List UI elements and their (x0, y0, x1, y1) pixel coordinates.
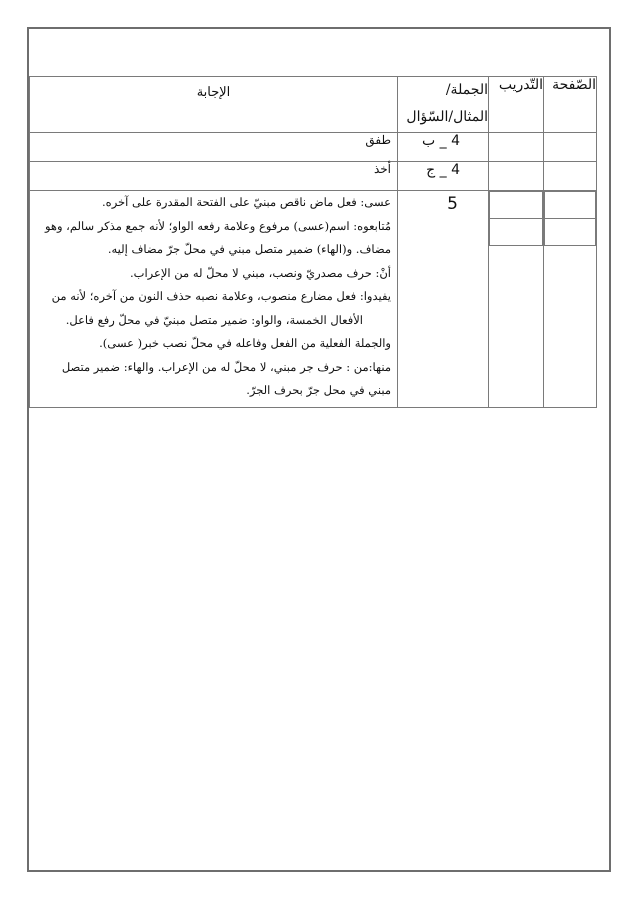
answer-line: منها:من : حرف جر مبني، لا محلّ له من الإعراب. والهاء: ضمير متصل (61, 359, 391, 374)
exercise-cell (489, 133, 544, 162)
page-cell (544, 133, 597, 162)
header-row (30, 77, 597, 133)
answer-line: الأفعال الخمسة، والواو: ضمير متصل مبنيّ في محلّ رفع فاعل. (65, 312, 363, 327)
header-example-line-2: المثال/السّؤال (406, 109, 488, 125)
answer-line: مضاف. و(الهاء) ضمير متصل مبني في محلّ جرّ مضاف إليه. (107, 242, 391, 256)
header-example (398, 77, 489, 133)
answer-cell: أخذ (30, 162, 398, 191)
answer-line: يفيدوا: فعل مضارع منصوب، وعلامة نصبه حذف النون من آخره؛ لأنه من (51, 289, 391, 303)
answer-cell-long (30, 191, 398, 408)
page-cell (544, 162, 597, 191)
exercise-cell (489, 191, 544, 408)
table-row (30, 162, 597, 191)
answer-line: مُتابعوه: اسم(عسى) مرفوع وعلامة رفعه الواو؛ لأنه جمع مذكر سالم، وهو (44, 218, 391, 233)
answer-line: والجملة الفعلية من الفعل وفاعله في محلّ نصب خبر( عسى). (99, 336, 391, 350)
example-cell: 4 _ ج (398, 162, 489, 191)
answer-table (29, 76, 597, 408)
page-cell (544, 191, 597, 408)
page-subcells (544, 191, 596, 246)
sub-cell (545, 192, 596, 219)
sub-cell (490, 219, 543, 246)
sub-cell (545, 219, 596, 246)
answer-line: أنْ: حرف مصدريّ ونصب، مبني لا محلّ له من الإعراب. (129, 265, 391, 280)
exercise-subcells (489, 191, 543, 246)
header-exercise: التّدريب (489, 77, 544, 133)
table-row (30, 191, 597, 408)
sub-cell (545, 246, 596, 247)
example-cell: 5 (398, 191, 489, 408)
header-example-line-1: الجملة/ (445, 82, 488, 98)
header-answer: الإجابة (30, 77, 398, 133)
example-cell: 4 _ ب (398, 133, 489, 162)
table-row (30, 133, 597, 162)
answer-line: مبني في محل جرّ بحرف الجرّ. (246, 383, 391, 397)
exercise-cell (489, 162, 544, 191)
answer-line: عسى: فعل ماض ناقص مبنيّ على الفتحة المقدرة على آخره. (102, 195, 391, 209)
sub-cell (490, 192, 543, 219)
sub-cell (490, 246, 543, 247)
answer-cell: طفق (30, 133, 398, 162)
header-page: الصّفحة (544, 77, 597, 133)
